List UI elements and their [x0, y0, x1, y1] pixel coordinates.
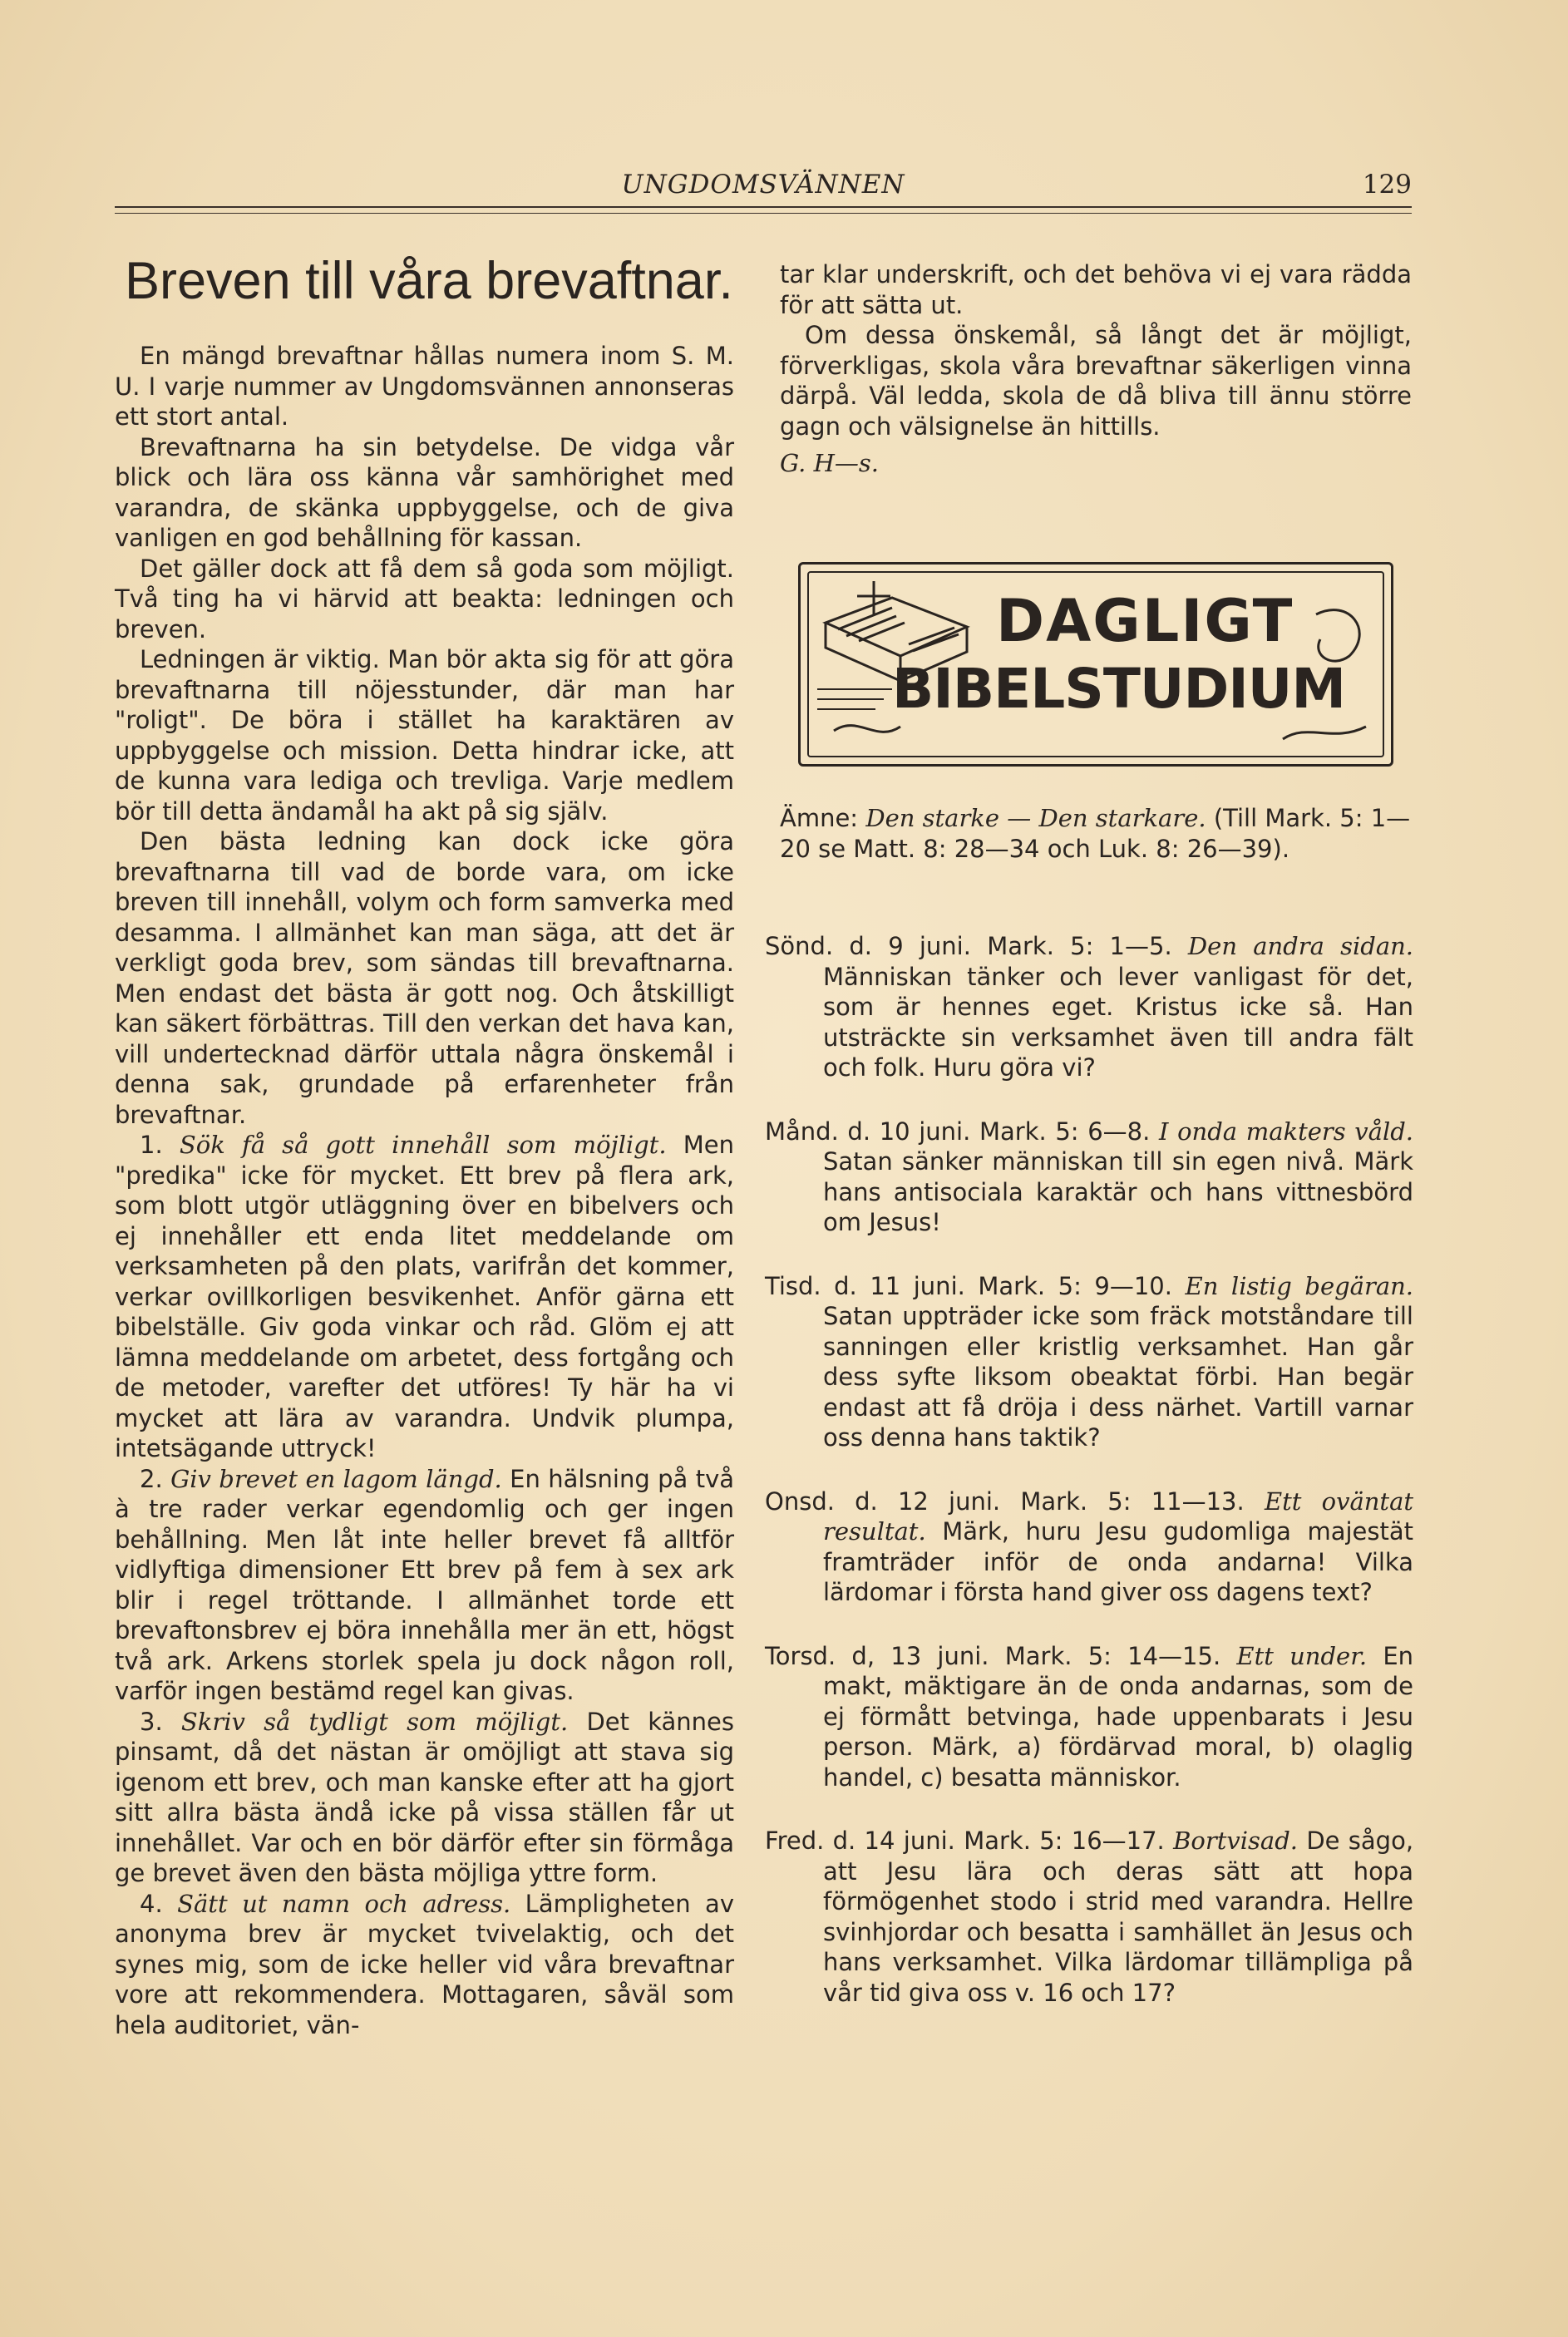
banner-line-2: BIBELSTUDIUM: [892, 657, 1346, 721]
entry-text: De sågo, att Jesu lära och deras sätt att hopa förmögenhet stodo i strid med varandra. Hellre svinhjordar och besatta i samhället än Jesus och hans verksamhet. Vilka lärdomar tillämpliga på vår tid giva oss v. 16 och 17?: [823, 1827, 1414, 2007]
paragraph: Brevaftnarna ha sin betydelse. De vidga vår blick och lära oss känna vår samhörighet med varandra, de skänka uppbyggelse, och de giva vanligen en god behållning för kassan.: [115, 432, 734, 552]
author-signature: G. H—s.: [780, 449, 879, 477]
paragraph: Det gäller dock att få dem så goda som möjligt. Två ting ha vi härvid att beakta: ledningen och breven.: [115, 554, 734, 643]
entry-day: Månd. d. 10 juni.: [765, 1117, 971, 1146]
entry-day: Fred. d. 14 juni.: [765, 1827, 955, 1855]
entry-ref: Mark. 5: 11—13.: [1020, 1487, 1245, 1516]
point-heading: Sök få så gott innehåll som möjligt.: [179, 1131, 667, 1159]
entry-title: Bortvisad.: [1173, 1827, 1298, 1855]
entry-text: Satan sänker människan till sin egen nivå. Märk hans antisociala karaktär och hans vittnesbörd om Jesus!: [823, 1147, 1413, 1236]
point-3: [115, 1707, 734, 1889]
topic-label: Ämne:: [780, 804, 859, 832]
header-rule-thin: [115, 213, 1412, 214]
entry-ref: Mark. 5: 6—8.: [979, 1117, 1151, 1146]
point-number: 4.: [140, 1889, 163, 1918]
study-entry: [765, 1487, 1413, 1608]
entry-day: Sönd. d. 9 juni.: [765, 932, 971, 960]
point-text: Det kännes pinsamt, då det nästan är omöjligt att stava sig igenom ett brev, och man kanske efter att ha gjort sitt allra bästa ändå icke på vissa ställen får ut innehållet. Var och en bör därför efter sin förmåga ge brevet även den bästa möjliga yttre form.: [115, 1707, 735, 1887]
point-2: [115, 1464, 734, 1707]
entry-title: I onda makters våld.: [1158, 1117, 1413, 1146]
entry-day: Torsd. d, 13 juni.: [765, 1641, 989, 1670]
study-entry: [765, 1641, 1413, 1793]
article-left-column: [115, 341, 734, 2040]
entry-title: Den andra sidan.: [1187, 932, 1414, 960]
point-1: [115, 1130, 734, 1464]
entry-day: Onsd. d. 12 juni.: [765, 1487, 1001, 1516]
point-number: 3.: [140, 1707, 163, 1736]
point-text: Men "predika" icke för mycket. Ett brev på flera ark, som blott utgör utläggning över en bibelvers och ej innehåller ett enda litet meddelande om verksamheten på den plats, varifrån det kommer, verkar ovillkorligen besvikenhet. Anför gärna ett bibelställe. Giv goda vinkar och råd. Glöm ej att lämna meddelande om arbetet, dess fortgång och de metoder, varefter det utföres! Ty här ha vi mycket att lära av varandra. Undvik plumpa, intetsägande uttryck!: [115, 1131, 735, 1462]
entry-text: En makt, mäktigare än de onda andarnas, som de ej förmått betvinga, hade uppenbarats i Jesu person. Märk, a) fördärvad moral, b) olaglig handel, c) besatta människor.: [823, 1641, 1414, 1792]
point-number: 2.: [140, 1464, 163, 1493]
banner-line-1: DAGLIGT: [996, 587, 1294, 655]
entry-text: Människan tänker och lever vanligast för det, som är hennes eget. Kristus icke så. Han utsträckte sin verksamhet även till andra fält och folk. Huru göra vi?: [823, 962, 1413, 1082]
study-entry: [765, 1117, 1413, 1238]
point-number: 1.: [140, 1131, 163, 1159]
study-entry: [765, 931, 1413, 1083]
entry-ref: Mark. 5: 9—10.: [978, 1271, 1172, 1300]
point-heading: Sätt ut namn och adress.: [177, 1889, 511, 1918]
study-entry: [765, 1271, 1413, 1453]
article-right-column: [780, 259, 1412, 479]
entry-ref: Mark. 5: 1—5.: [987, 932, 1172, 960]
study-entries: [765, 931, 1413, 2008]
topic-refs: (Till Mark. 5: 1—20 se Matt. 8: 28—34 och Luk. 8: 26—39).: [780, 804, 1411, 863]
entry-title: Ett under.: [1236, 1641, 1368, 1670]
point-4: [115, 1889, 734, 2041]
entry-text: Satan uppträder icke som fräck motståndare till sanningen eller kristlig verksamhet. Han går dess syfte liksom obeaktat förbi. Han begär endast att få dröja i dess närhet. Vartill varnar oss denna hans taktik?: [823, 1302, 1413, 1452]
entry-text: Märk, huru Jesu gudomliga majestät framträder inför de onda andarna! Vilka lärdomar i första hand giver oss dagens text?: [823, 1517, 1413, 1606]
page-number: 129: [1362, 170, 1412, 200]
entry-day: Tisd. d. 11 juni.: [765, 1271, 965, 1300]
magazine-title: UNGDOMSVÄNNEN: [621, 170, 905, 200]
entry-title: Ett oväntat resultat.: [823, 1487, 1414, 1546]
point-heading: Giv brevet en lagom längd.: [170, 1464, 502, 1493]
closing-paragraph: Om dessa önskemål, så långt det är möjligt, förverkligas, skola våra brevaftnar säkerligen vinna därpå. Väl ledda, skola de då bliva till ännu större gagn och välsignelse än hittills.: [780, 321, 1412, 441]
entry-ref: Mark. 5: 16—17.: [964, 1827, 1165, 1855]
point-heading: Skriv så tydligt som möjligt.: [180, 1707, 569, 1736]
paragraph: En mängd brevaftnar hållas numera inom S. M. U. I varje nummer av Ungdomsvännen annonseras ett stort antal.: [115, 342, 734, 431]
paragraph-continuation: tar klar underskrift, och det behöva vi ej vara rädda för att sätta ut.: [780, 260, 1412, 319]
entry-ref: Mark. 5: 14—15.: [1004, 1641, 1221, 1670]
paragraph: Ledningen är viktig. Man bör akta sig för att göra brevaftnarna till nöjesstunder, där man har "roligt". De böra i stället ha karaktären av uppbyggelse och mission. Detta hindrar icke, att de kunna vara ledigа och trevliga. Varje medlem bör till detta ändamål ha akt på sig själv.: [115, 645, 734, 826]
study-topic: [780, 803, 1412, 864]
entry-title: En listig begäran.: [1185, 1271, 1414, 1300]
article-headline: Breven till våra brevaftnar.: [125, 252, 733, 310]
point-text: En hälsning på två à tre rader verkar egendomlig och ger ingen behållning. Men låt inte heller brevet få alltför vidlyftiga dimensioner Ett brev på fem à sex ark blir i regel tröttande. I allmänhet torde ett brevaftonsbrev ej böra innehålla mer än ett, högst två ark. Arkens storlek spela ju dock någon roll, varför ingen bestämd regel kan givas.: [115, 1464, 735, 1705]
daily-bible-study-banner: [798, 562, 1393, 767]
point-text: Lämpligheten av anonyma brev är mycket tvivelaktig, och det synes mig, som de icke heller vid våra brevaftnar vore att rekommendera. Mottagaren, såväl som hela auditoriet, vän-: [115, 1889, 734, 2039]
topic-title: Den starke — Den starkare.: [865, 804, 1206, 832]
study-entry: [765, 1826, 1413, 2008]
running-head: [115, 163, 1412, 213]
paragraph: Den bästa ledning kan dock icke göra brevaftnarna till vad de borde vara, om icke breven till innehåll, volym och form samverka med desamma. I allmänhet kan man säga, att det är verkligt goda brev, som sändas till brevaftnarna. Men endast det bästa är gott nog. Och åtskilligt kan säkert förbättras. Till den verkan det hava kan, vill undertecknad därför uttala några önskemål i denna sak, grundade på erfarenheter från brevaftnar.: [115, 827, 734, 1129]
header-rule: [115, 206, 1412, 208]
